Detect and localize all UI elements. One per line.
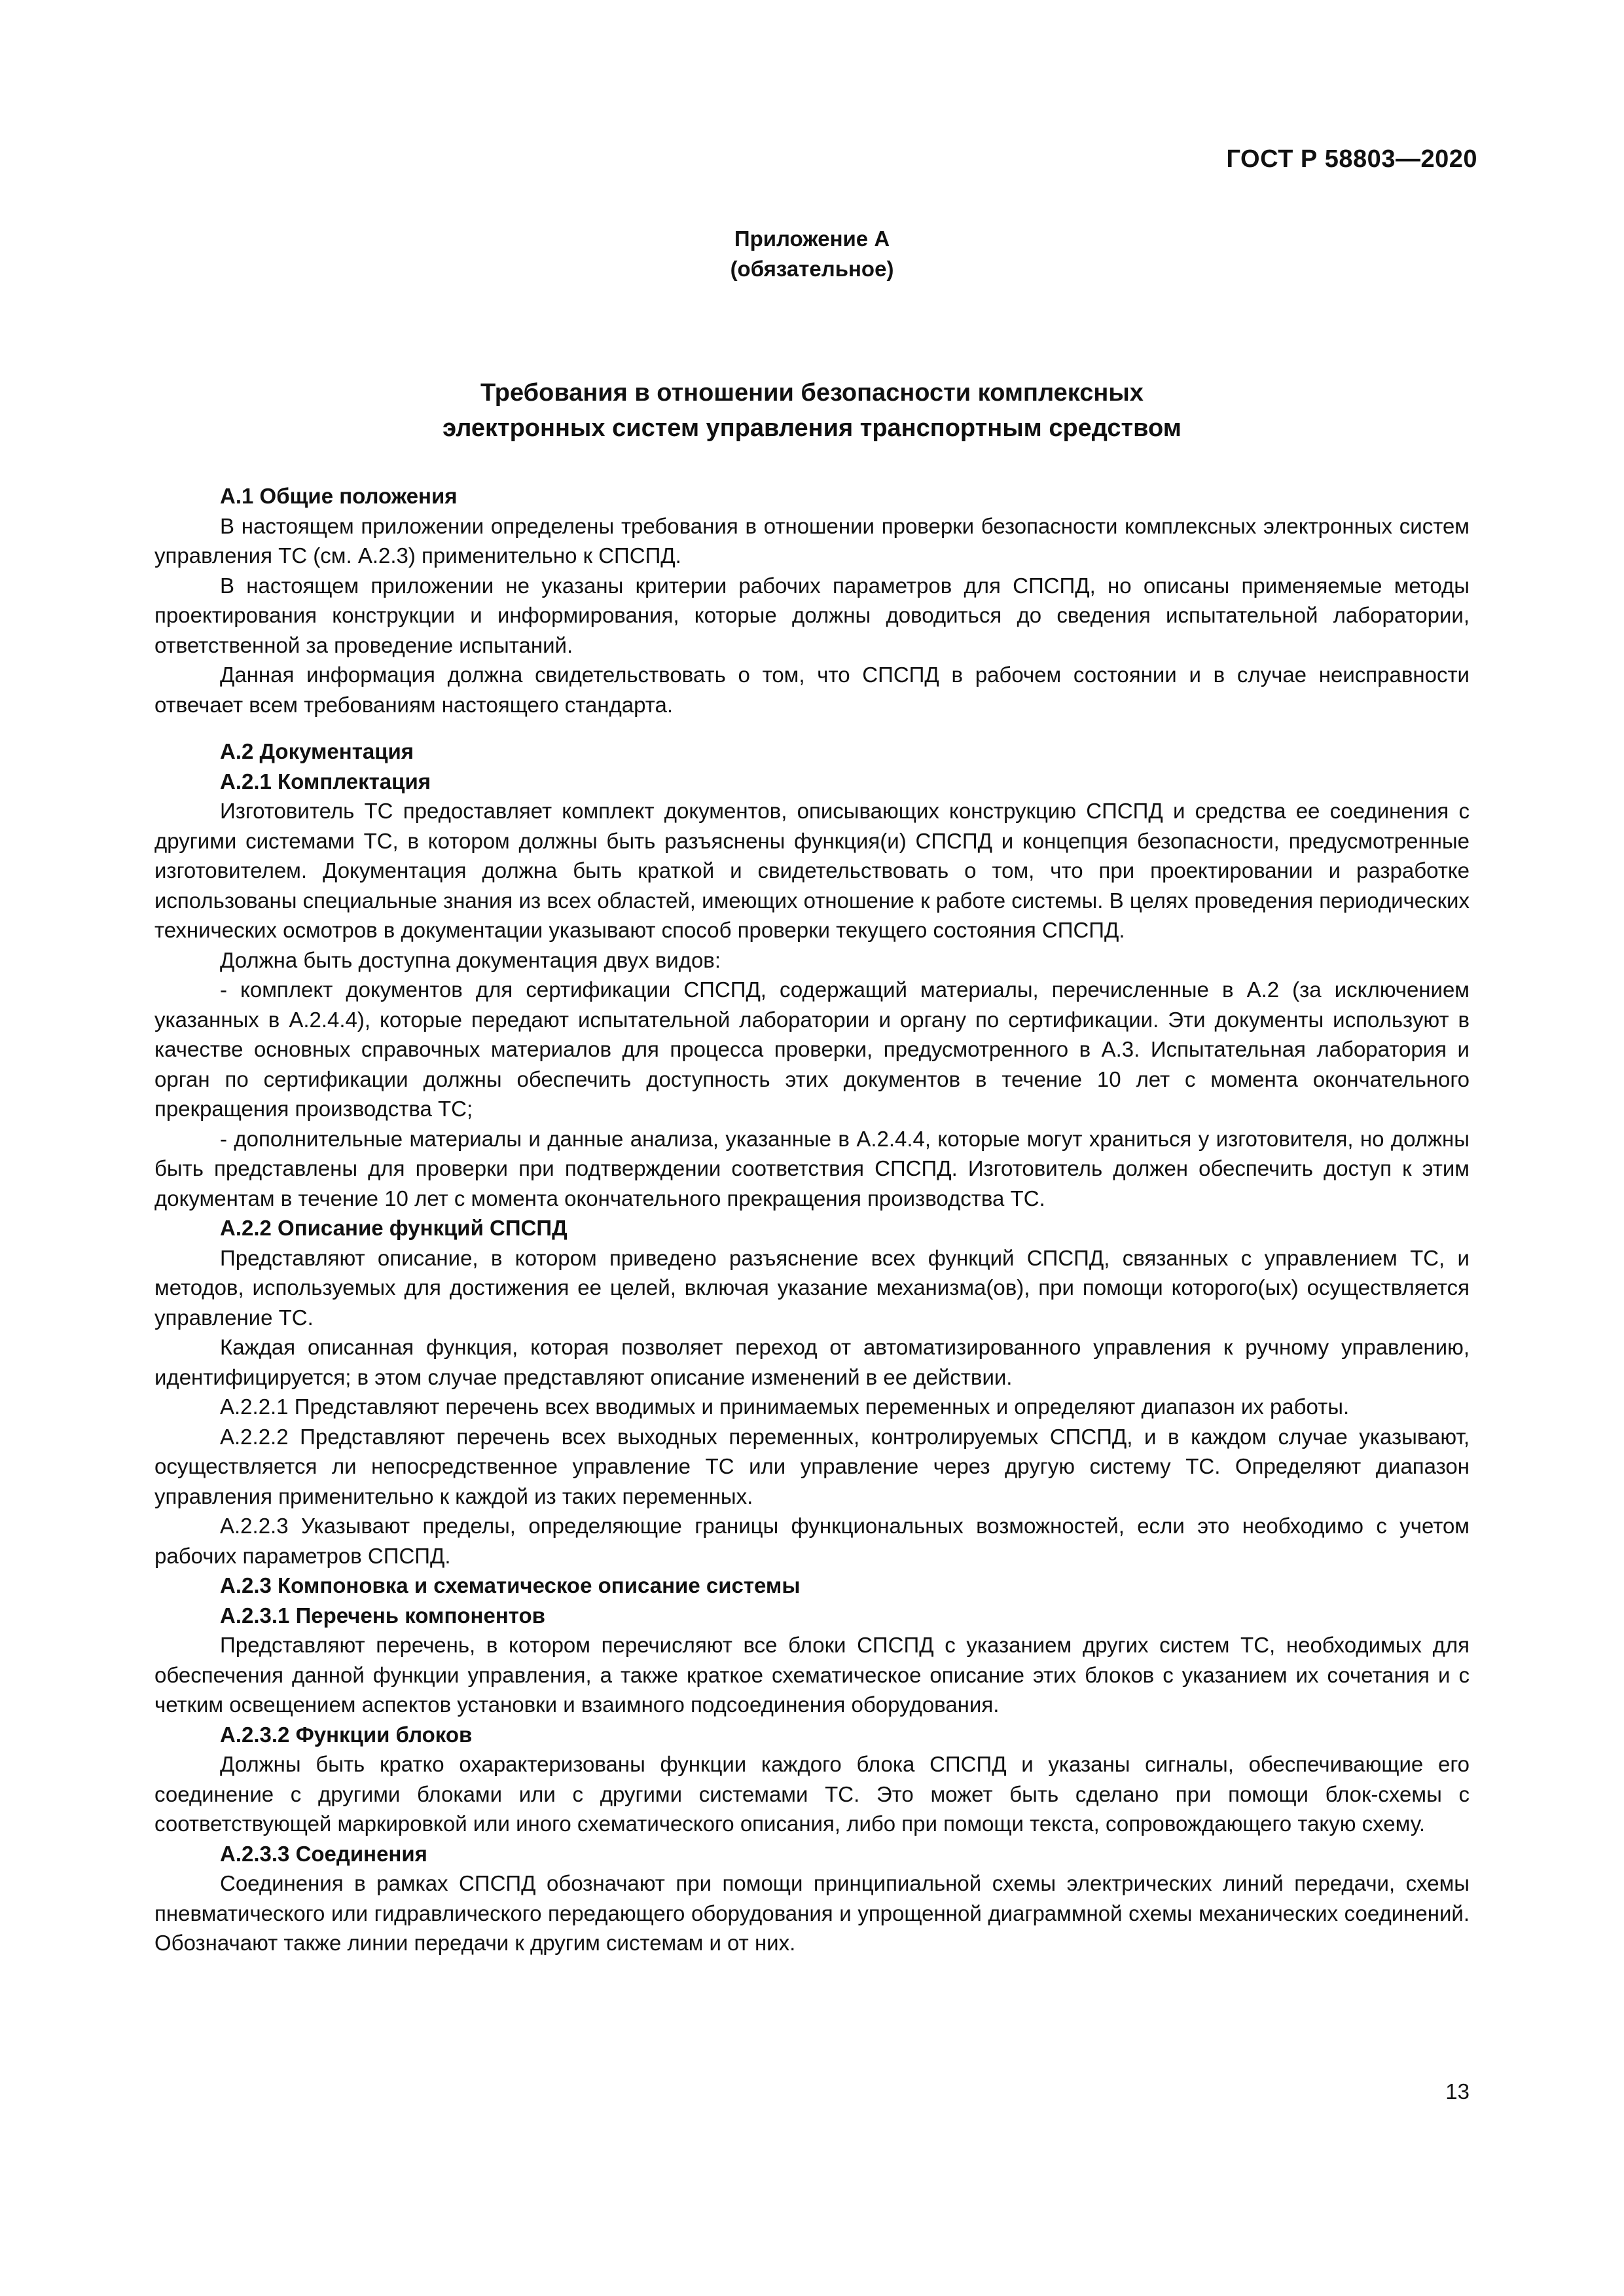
list-item: - комплект документов для сертификации СПСПД, содержащий материалы, перечисленные в А.2 (за исключением указанных в А.2.4.4), которые передают испытательной лаборатории и органу по сертификации. Эти документы используют в качестве основных справочных материалов для процесса проверки, предусмотренного в А.3. Испытательная лаборатория и орган по сертификации должны обеспечить доступность этих документов в течение 10 лет с момента окончательного прекращения производства ТС; [154,977,1470,1121]
section-heading-a2-3-1: А.2.3.1 Перечень компонентов [220,1603,545,1628]
paragraph: Каждая описанная функция, которая позволяет переход от автоматизированного управления к ручному управлению, идентифицируется; в этом случае представляют описание изменений в ее действии. [154,1335,1470,1389]
paragraph: В настоящем приложении не указаны критерии рабочих параметров для СПСПД, но описаны применяемые методы проектирования конструкции и информирования, которые должны доводиться до сведения испытательной лаборатории, ответственной за проведение испытаний. [154,573,1470,657]
section-heading-a2-3-3: А.2.3.3 Соединения [220,1841,427,1866]
list-item: - дополнительные материалы и данные анализа, указанные в А.2.4.4, которые могут храниться у изготовителя, но должны быть представлены для проверки при подтверждении соответствия СПСПД. Изготовитель должен обеспечить доступ к этим документам в течение 10 лет с момента окончательного прекращения производства ТС. [154,1126,1470,1211]
annex-label: Приложение А [734,227,890,251]
paragraph: Изготовитель ТС предоставляет комплект документов, описывающих конструкцию СПСПД и средства ее соединения с другими системами ТС, в котором должны быть разъяснены функция(и) СПСПД и концепция безопасности, предусмотренные изготовителем. Документация должна быть краткой и свидетельствовать о том, что при проектировании и разработке использованы специальные знания из всех областей, имеющих отношение к работе системы. В целях проведения периодических технических осмотров в документации указывают способ проверки текущего состояния СПСПД. [154,799,1470,942]
paragraph: Данная информация должна свидетельствовать о том, что СПСПД в рабочем состоянии и в случае неисправности отвечает всем требованиям настоящего стандарта. [154,663,1470,717]
paragraph: Должны быть кратко охарактеризованы функции каждого блока СПСПД и указаны сигналы, обеспечивающие его соединение с другими блоками или с другими системами ТС. Это может быть сделано при помощи блок-схемы с соответствующей маркировкой или иного схематического описания, либо при помощи текста, сопровождающего такую схему. [154,1752,1470,1836]
paragraph: Представляют описание, в котором приведено разъяснение всех функций СПСПД, связанных с управлением ТС, и методов, используемых для достижения ее целей, включая указание механизма(ов), при помощи которого(ых) осуществляется управление ТС. [154,1245,1470,1330]
annex-title-line-1: Требования в отношении безопасности комплексных [480,379,1144,407]
section-heading-a2-2: А.2.2 Описание функций СПСПД [220,1216,568,1240]
paragraph: В настоящем приложении определены требования в отношении проверки безопасности комплексных электронных систем управления ТС (см. А.2.3) применительно к СПСПД. [154,513,1470,568]
annex-heading [0,224,1624,284]
section-heading-a2-3: А.2.3 Компоновка и схематическое описание системы [220,1573,801,1597]
page-number: 13 [1445,2079,1470,2104]
document-body [154,481,1470,1958]
section-heading-a2-1: А.2.1 Комплектация [220,769,431,793]
section-heading-a1: А.1 Общие положения [220,484,458,508]
section-heading-a2: А.2 Документация [220,739,414,763]
annex-title-line-2: электронных систем управления транспортным средством [442,414,1182,442]
paragraph: Представляют перечень, в котором перечисляют все блоки СПСПД с указанием других систем ТС, необходимых для обеспечения данной функции управления, а также краткое схематическое описание этих блоков с указанием их сочетания и с четким освещением аспектов установки и взаимного подсоединения оборудования. [154,1633,1470,1717]
paragraph: Соединения в рамках СПСПД обозначают при помощи принципиальной схемы электрических линий передачи, схемы пневматического или гидравлического передающего оборудования и упрощенной диаграммной схемы механических соединений. Обозначают также линии передачи к другим системам и от них. [154,1871,1470,1955]
annex-title [0,375,1624,446]
document-code: ГОСТ Р 58803—2020 [1226,145,1477,173]
paragraph: А.2.2.2 Представляют перечень всех выходных переменных, контролируемых СПСПД, и в каждом случае указывают, осуществляется ли непосредственное управление ТС или управление через другую систему ТС. Определяют диапазон управления применительно к каждой из таких переменных. [154,1424,1470,1508]
annex-status: (обязательное) [730,257,894,281]
paragraph: Должна быть доступна документация двух видов: [220,947,721,972]
section-heading-a2-3-2: А.2.3.2 Функции блоков [220,1722,473,1747]
paragraph: А.2.2.1 Представляют перечень всех вводимых и принимаемых переменных и определяют диапазон их работы. [220,1394,1350,1419]
paragraph: А.2.2.3 Указывают пределы, определяющие границы функциональных возможностей, если это необходимо с учетом рабочих параметров СПСПД. [154,1514,1470,1568]
